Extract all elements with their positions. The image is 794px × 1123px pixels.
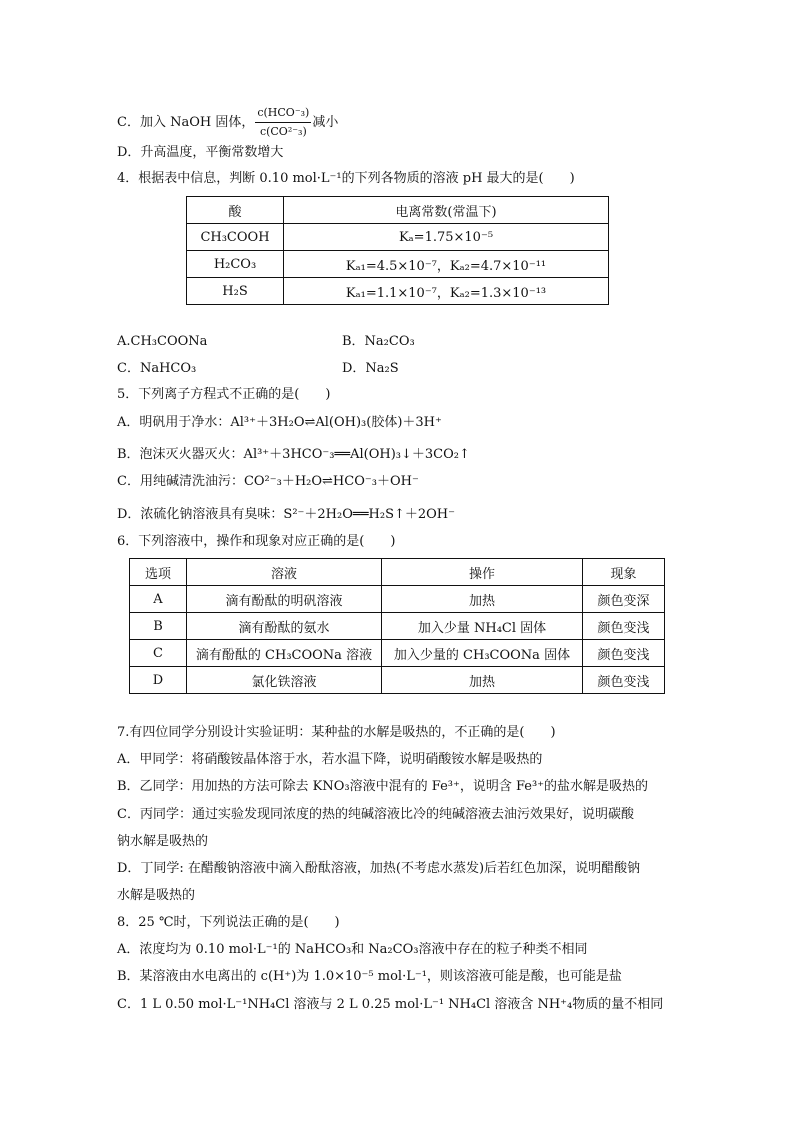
table-cell: CH₃COOH bbox=[187, 224, 284, 251]
table-cell: B bbox=[130, 613, 187, 640]
table-cell: 氯化铁溶液 bbox=[187, 667, 382, 694]
q6-stem: 6．下列溶液中，操作和现象对应正确的是( ) bbox=[117, 534, 396, 549]
table-cell: D bbox=[130, 667, 187, 694]
table-row bbox=[130, 586, 665, 613]
table-cell: 颜色变浅 bbox=[583, 640, 665, 667]
q8-option-b: B．某溶液由水电离出的 c(H⁺)为 1.0×10⁻⁵ mol·L⁻¹，则该溶液可能是酸，也可能是盐 bbox=[117, 969, 622, 984]
q3-option-c-prefix: C．加入 NaOH 固体， bbox=[117, 115, 255, 130]
table-cell: 加热 bbox=[382, 667, 583, 694]
q7-option-c-line1: C．丙同学：通过实验发现同浓度的热的纯碱溶液比冷的纯碱溶液去油污效果好，说明碳酸 bbox=[117, 807, 634, 822]
table-cell: 加入少量的 CH₃COONa 固体 bbox=[382, 640, 583, 667]
table-header-row bbox=[130, 559, 665, 586]
q8-option-a: A．浓度均为 0.10 mol·L⁻¹的 NaHCO₃和 Na₂CO₃溶液中存在的粒子种类不相同 bbox=[117, 942, 588, 957]
table-row bbox=[130, 640, 665, 667]
q5-option-b: B．泡沫灭火器灭火：Al³⁺＋3HCO⁻₃══Al(OH)₃↓＋3CO₂↑ bbox=[117, 447, 470, 462]
table-cell: Kₐ₁=4.5×10⁻⁷，Kₐ₂=4.7×10⁻¹¹ bbox=[284, 251, 609, 278]
table-header-cell: 现象 bbox=[583, 559, 665, 586]
q3-fraction-denominator: c(CO²⁻₃) bbox=[259, 125, 307, 138]
q5-option-d: D．浓硫化钠溶液具有臭味：S²⁻＋2H₂O══H₂S↑＋2OH⁻ bbox=[117, 507, 456, 522]
table-row bbox=[187, 224, 609, 251]
table-cell: 滴有酚酞的 CH₃COONa 溶液 bbox=[187, 640, 382, 667]
table-cell: 颜色变深 bbox=[583, 586, 665, 613]
table-cell: H₂CO₃ bbox=[187, 251, 284, 278]
q4-option-c: C．NaHCO₃ bbox=[117, 361, 197, 376]
q4-table bbox=[186, 196, 609, 305]
table-cell: 颜色变浅 bbox=[583, 667, 665, 694]
q5-option-c: C．用纯碱清洗油污：CO²⁻₃＋H₂O⇌HCO⁻₃＋OH⁻ bbox=[117, 474, 419, 489]
table-cell: C bbox=[130, 640, 187, 667]
q6-table bbox=[129, 558, 665, 694]
table-cell: 加热 bbox=[382, 586, 583, 613]
q4-option-b: B．Na₂CO₃ bbox=[342, 334, 415, 349]
q3-option-c-suffix: 减小 bbox=[312, 115, 339, 130]
table-header-cell: 操作 bbox=[382, 559, 583, 586]
q7-option-d-line2: 水解是吸热的 bbox=[117, 888, 196, 903]
q5-option-a: A．明矾用于净水：Al³⁺＋3H₂O⇌Al(OH)₃(胶体)＋3H⁺ bbox=[117, 415, 442, 430]
q5-stem: 5．下列离子方程式不正确的是( ) bbox=[117, 387, 331, 402]
table-cell: Kₐ=1.75×10⁻⁵ bbox=[284, 224, 609, 251]
q4-option-d: D．Na₂S bbox=[342, 361, 399, 376]
table-cell: 滴有酚酞的明矾溶液 bbox=[187, 586, 382, 613]
table-header-cell: 电离常数(常温下) bbox=[284, 197, 609, 224]
q3-fraction bbox=[255, 104, 311, 141]
table-row bbox=[187, 251, 609, 278]
table-header-cell: 酸 bbox=[187, 197, 284, 224]
table-header-cell: 选项 bbox=[130, 559, 187, 586]
q7-option-d-line1: D．丁同学: 在醋酸钠溶液中滴入酚酞溶液，加热(不考虑水蒸发)后若红色加深，说明醋酸钠 bbox=[117, 861, 641, 876]
q7-stem: 7.有四位同学分别设计实验证明：某种盐的水解是吸热的，不正确的是( ) bbox=[117, 725, 556, 740]
table-row bbox=[187, 278, 609, 305]
table-cell: 滴有酚酞的氨水 bbox=[187, 613, 382, 640]
q8-stem: 8．25 ℃时，下列说法正确的是( ) bbox=[117, 915, 340, 930]
table-cell: A bbox=[130, 586, 187, 613]
q4-stem: 4．根据表中信息，判断 0.10 mol·L⁻¹的下列各物质的溶液 pH 最大的是( ) bbox=[117, 171, 575, 186]
q8-option-c: C．1 L 0.50 mol·L⁻¹NH₄Cl 溶液与 2 L 0.25 mol·L⁻¹ NH₄Cl 溶液含 NH⁺₄物质的量不相同 bbox=[117, 997, 664, 1012]
table-row bbox=[130, 613, 665, 640]
q7-option-b: B．乙同学：用加热的方法可除去 KNO₃溶液中混有的 Fe³⁺，说明含 Fe³⁺的盐水解是吸热的 bbox=[117, 779, 649, 794]
table-cell: 加入少量 NH₄Cl 固体 bbox=[382, 613, 583, 640]
table-cell: 颜色变浅 bbox=[583, 613, 665, 640]
q3-option-c bbox=[117, 104, 338, 141]
table-cell: H₂S bbox=[187, 278, 284, 305]
table-row bbox=[130, 667, 665, 694]
q3-option-d: D．升高温度，平衡常数增大 bbox=[117, 145, 284, 160]
q7-option-a: A．甲同学：将硝酸铵晶体溶于水，若水温下降，说明硝酸铵水解是吸热的 bbox=[117, 752, 543, 767]
q7-option-c-line2: 钠水解是吸热的 bbox=[117, 834, 209, 849]
q3-fraction-numerator: c(HCO⁻₃) bbox=[255, 104, 311, 123]
table-header-row bbox=[187, 197, 609, 224]
table-header-cell: 溶液 bbox=[187, 559, 382, 586]
table-cell: Kₐ₁=1.1×10⁻⁷，Kₐ₂=1.3×10⁻¹³ bbox=[284, 278, 609, 305]
q4-option-a: A.CH₃COONa bbox=[117, 334, 208, 349]
